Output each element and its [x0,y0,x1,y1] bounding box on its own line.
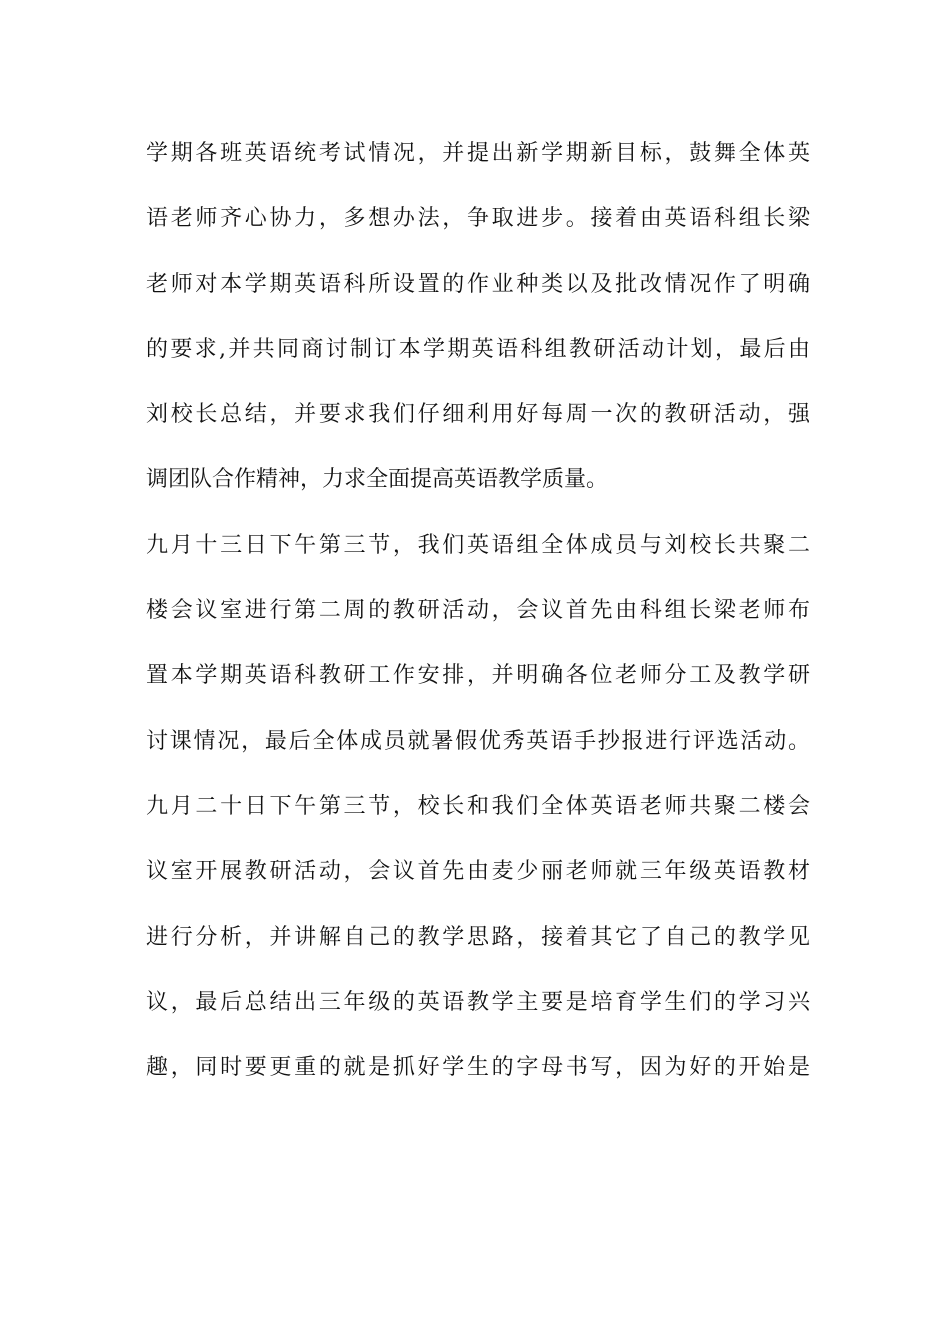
text-line: 九月二十日下午第三节，校长和我们全体英语老师共聚二楼会 [146,793,810,819]
document-body-text [146,132,810,1111]
text-line: 九月十三日下午第三节，我们英语组全体成员与刘校长共聚二 [146,532,810,558]
text-line: 调团队合作精神，力求全面提高英语教学质量。 [146,467,609,493]
text-line: 的要求,并共同商讨制订本学期英语科组教研活动计划，最后由 [146,336,810,362]
text-line: 议室开展教研活动，会议首先由麦少丽老师就三年级英语教材 [146,859,810,885]
text-line: 刘校长总结，并要求我们仔细利用好每周一次的教研活动，强 [146,402,810,428]
text-line: 趣，同时要更重的就是抓好学生的字母书写，因为好的开始是 [146,1055,810,1081]
text-line: 置本学期英语科教研工作安排，并明确各位老师分工及教学研 [146,663,810,689]
text-line: 学期各班英语统考试情况，并提出新学期新目标，鼓舞全体英 [146,141,810,166]
text-line: 议，最后总结出三年级的英语教学主要是培育学生们的学习兴 [146,989,810,1015]
text-line: 楼会议室进行第二周的教研活动，会议首先由科组长梁老师布 [146,598,810,624]
text-line: 语老师齐心协力，多想办法，争取进步。接着由英语科组长梁 [146,206,810,232]
text-line: 老师对本学期英语科所设置的作业种类以及批改情况作了明确 [146,271,810,297]
text-line: 讨课情况，最后全体成员就暑假优秀英语手抄报进行评选活动。 [146,728,810,754]
text-line: 进行分析，并讲解自己的教学思路，接着其它了自己的教学见 [146,924,810,950]
